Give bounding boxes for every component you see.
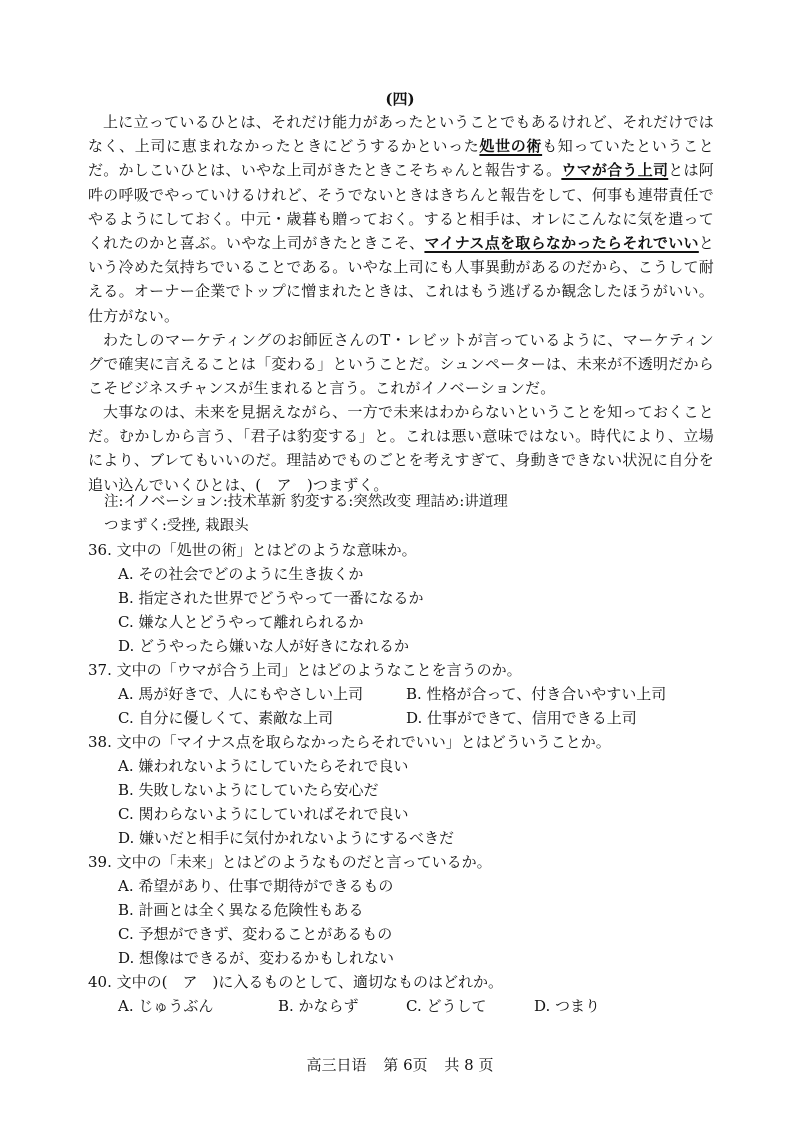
vocabulary-note: つまずく:受挫, 栽跟头 [104, 518, 249, 534]
option-39-b: B. 計画とは全く異なる危険性もある [118, 901, 364, 919]
footer-subject: 高三日语 [306, 1056, 367, 1074]
option-38-c: C. 関わらないようにしていればそれで良い [118, 805, 409, 823]
option-36-d: D. どうやったら嫌いな人が好きになれるか [118, 637, 410, 655]
option-40-d: D. つまり [534, 997, 601, 1015]
question-39: 39. 文中の「未来」とはどのようなものだと言っているか。 [88, 853, 492, 871]
question-38: 38. 文中の「マイナス点を取らなかったらそれでいい」とはどういうことか。 [88, 733, 611, 751]
option-40-c: C. どうして [406, 997, 487, 1015]
vocabulary-note: 注:イノベーション:技术革新 豹変する:突然改变 理詰め:讲道理 [104, 494, 508, 510]
option-40-b: B. かならず [278, 997, 359, 1015]
option-39-c: C. 予想ができず、変わることがあるもの [118, 925, 393, 943]
option-37-c: C. 自分に優しくて、素敵な上司 [118, 709, 334, 727]
underlined-phrase-3: マイナス点を取らなかったらそれでいい [424, 234, 699, 253]
option-38-a: A. 嫌われないようにしていたらそれで良い [118, 757, 409, 775]
footer-total-pages: 共 8 页 [444, 1056, 494, 1074]
option-37-b: B. 性格が合って、付き合いやすい上司 [406, 685, 667, 703]
passage-paragraph-3: 大事なのは、未来を見据えながら、一方で未来はわからないということを知っておくことだ。むかしから言う、「君子は豹変する」と。これは悪い意味ではない。時代により、立場により、ブレてもいいのだ。理詰めでものごとを考えすぎて、身動きできない状況に自分を追い込んでいくひとは、( ア )つまずく。 [88, 403, 714, 494]
question-40: 40. 文中の( ア )に入るものとして、適切なものはどれか。 [88, 973, 504, 991]
option-36-b: B. 指定された世界でどうやって一番になるか [118, 589, 424, 607]
option-38-b: B. 失敗しないようにしていたら安心だ [118, 781, 379, 799]
option-40-a: A. じゅうぶん [118, 997, 214, 1015]
underlined-phrase-1: 処世の術 [479, 137, 543, 156]
section-title: (四) [385, 90, 415, 108]
option-38-d: D. 嫌いだと相手に気付かれないようにするべきだ [118, 829, 455, 847]
option-36-a: A. その社会でどのように生き抜くか [118, 565, 364, 583]
passage-paragraph-2: わたしのマーケティングのお師匠さんのT・レビットが言っているように、マーケティングで確実に言えることは「変わる」ということだ。シュンペーターは、未来が不透明だからこそビジネスチャンスが生まれると言う。これがイノベーションだ。 [88, 331, 714, 398]
page-footer [0, 1054, 800, 1075]
option-36-c: C. 嫌な人とどうやって離れられるか [118, 613, 364, 631]
passage-text: 上に立っているひとは、それだけ能力があったということでもあるけれど、それだけではなく、上司に恵まれなかったときにどうするかといった [88, 113, 714, 156]
passage-text: とは阿吽の呼吸でやっていけるけれど、そうでないときはきちんと報告をして、何事も連帯責任でやるようにしておく。中元・歳暮も贈っておく。すると相手は、オレにこんなに気を遣ってくれたのかと喜ぶ。いやな上司がきたときこそ、 [88, 161, 714, 253]
option-37-a: A. 馬が好きで、人にもやさしい上司 [118, 685, 364, 703]
underlined-phrase-2: ウマが合う上司 [561, 161, 669, 180]
question-37: 37. 文中の「ウマが合う上司」とはどのようなことを言うのか。 [88, 661, 522, 679]
question-36: 36. 文中の「処世の術」とはどのような意味か。 [88, 541, 417, 559]
passage-text: という冷めた気持ちでいることである。いやな上司にも人事異動があるのだから、こうして耐える。オーナー企業でトップに憎まれたときは、これはもう逃げるか観念したほうがいい。仕方がない。 [88, 234, 715, 325]
option-39-a: A. 希望があり、仕事で期待ができるもの [118, 877, 394, 895]
option-39-d: D. 想像はできるが、変わるかもしれない [118, 949, 395, 967]
passage-paragraph-1 [88, 110, 714, 328]
passage-text: も知っていたということだ。かしこいひとは、いやな上司がきたときこそちゃんと報告する。 [88, 137, 714, 180]
footer-page-number: 第 6页 [383, 1056, 428, 1074]
option-37-d: D. 仕事ができて、信用できる上司 [406, 709, 637, 727]
